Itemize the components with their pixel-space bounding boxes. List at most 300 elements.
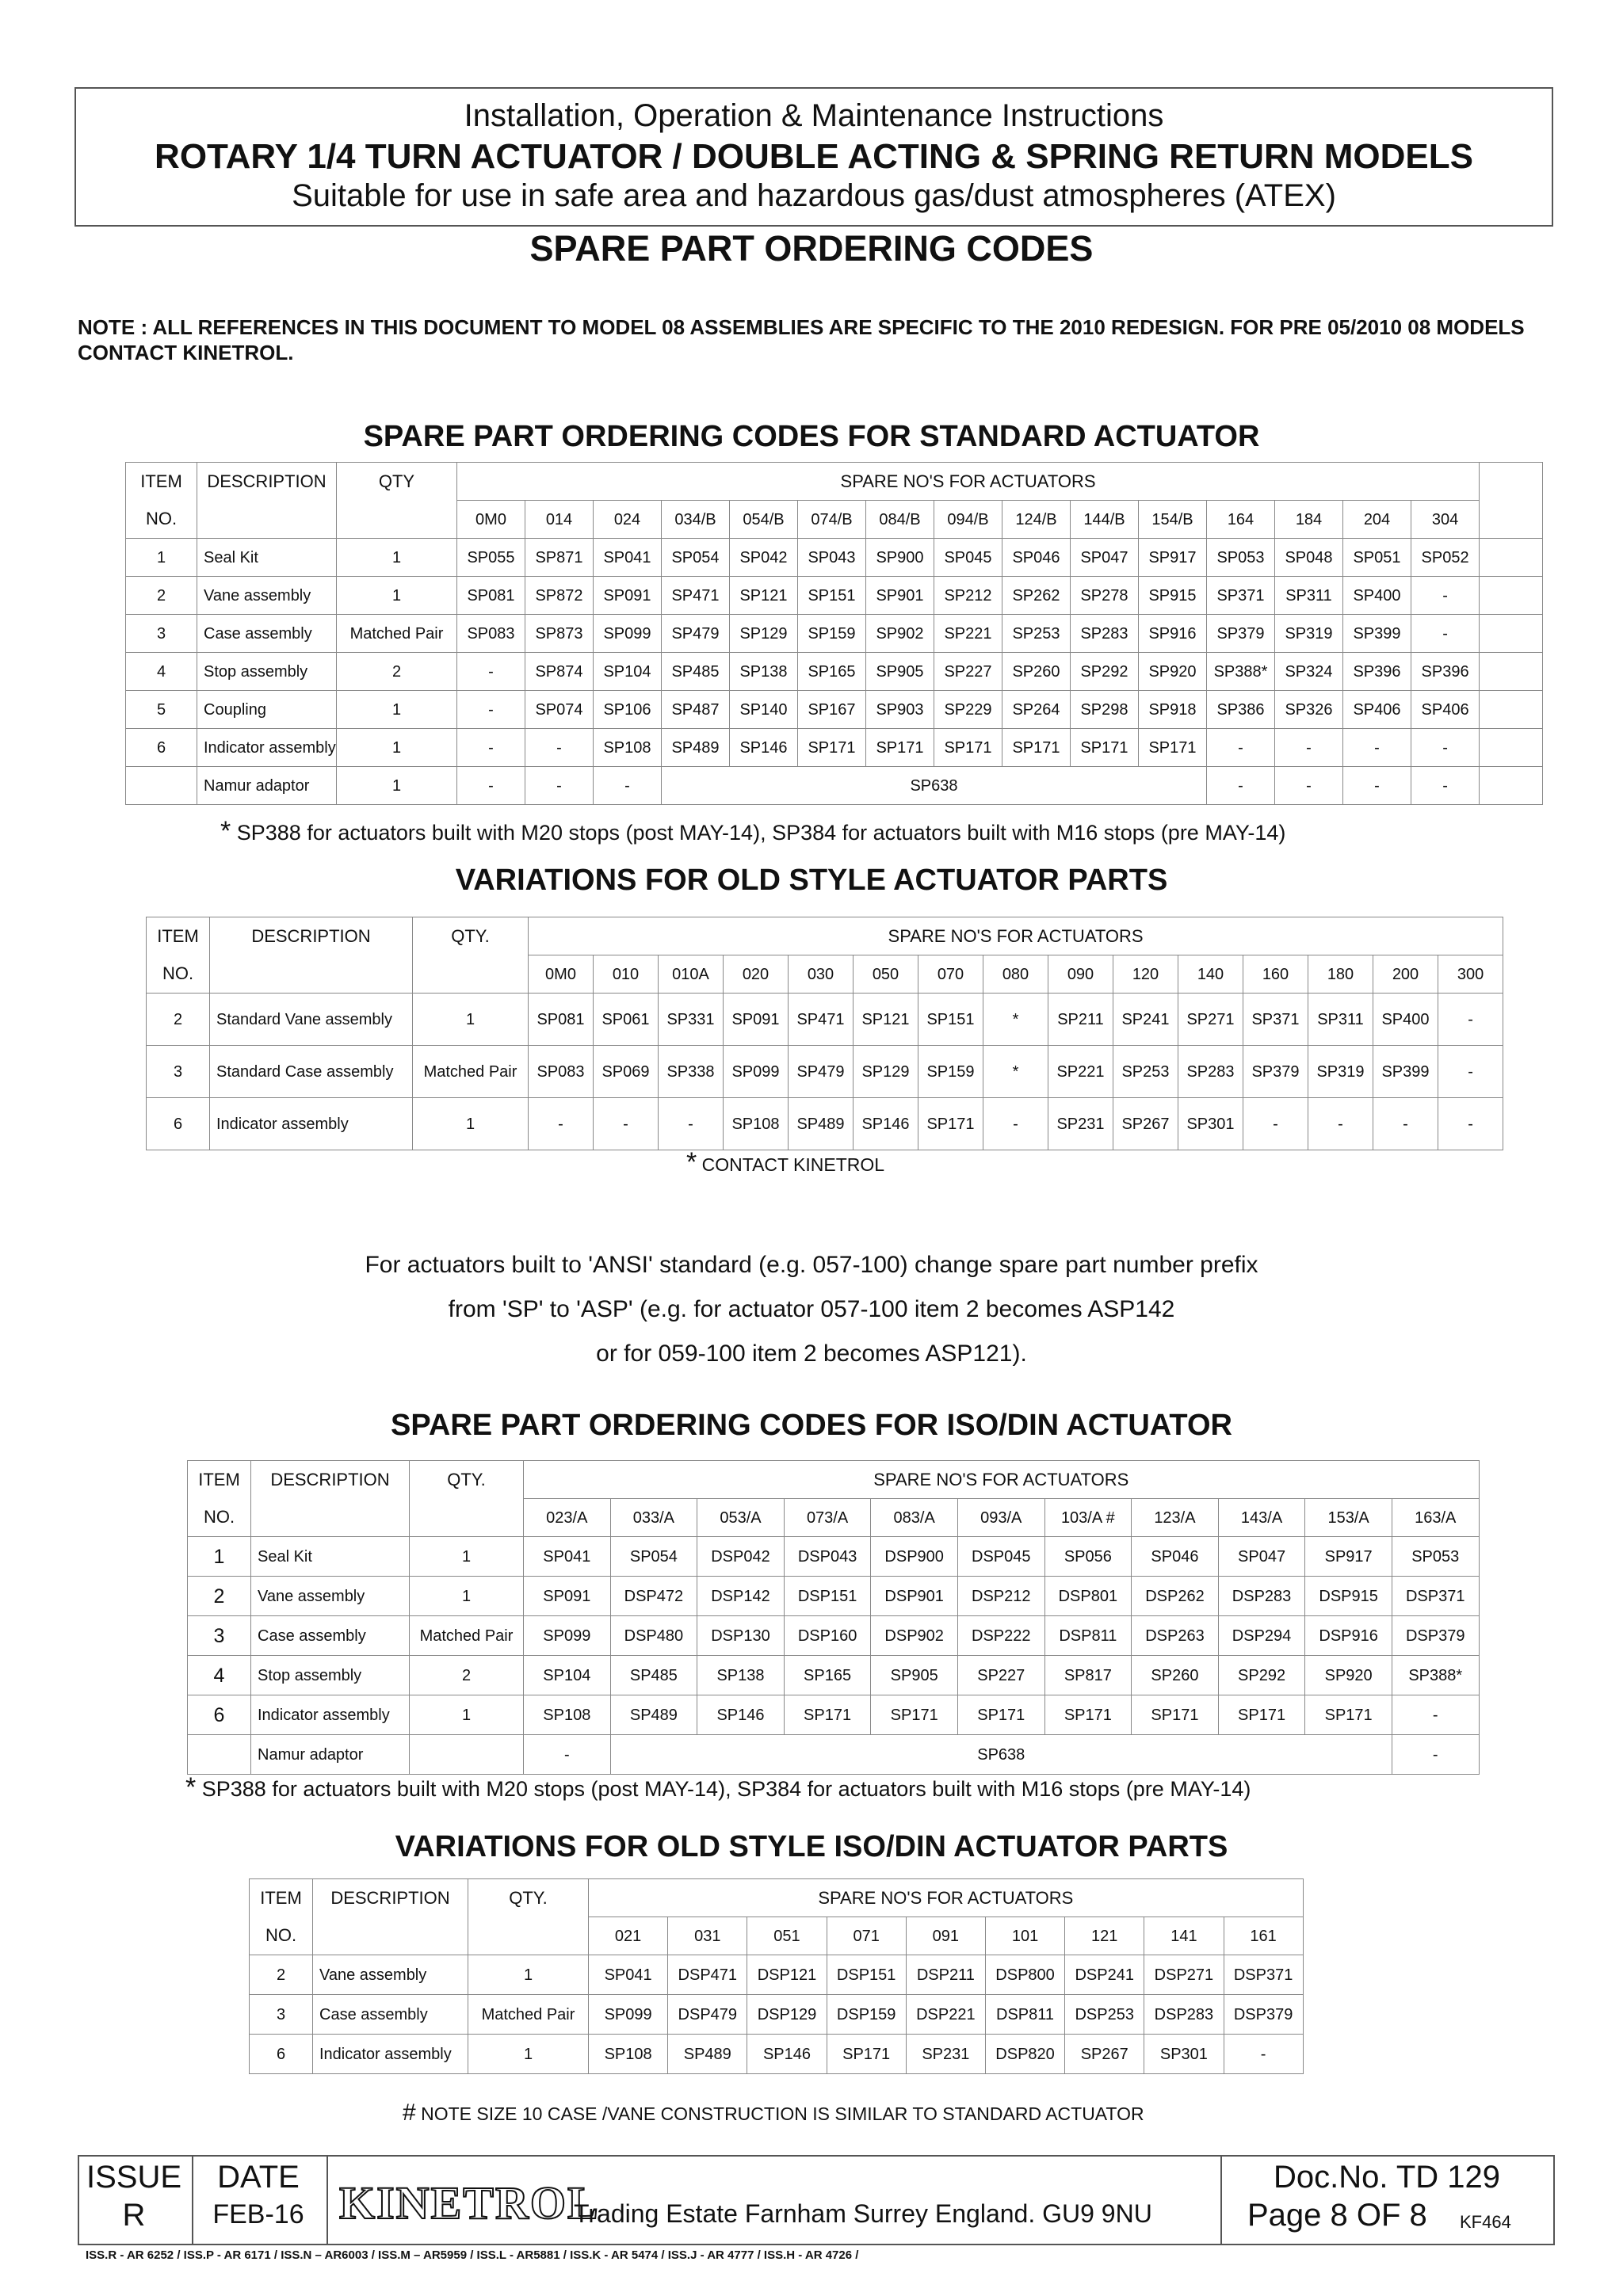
part-number: DSP283 [1144,1995,1224,2035]
model-header: 084/B [866,501,934,539]
part-number: SP638 [662,767,1207,805]
table-row [188,1499,1480,1537]
part-description: Namur adaptor [251,1735,410,1775]
item-number [126,767,197,805]
part-number: SP091 [524,1577,611,1616]
table-row [126,615,1543,653]
page-number: Page 8 OF 8 [1247,2198,1427,2233]
table-cell [413,955,529,994]
table-row [126,539,1543,577]
part-number: DSP263 [1132,1616,1219,1656]
part-number: SP326 [1275,691,1343,729]
part-number: - [457,653,525,691]
part-number: SP271 [1178,994,1243,1046]
part-number: SP379 [1243,1046,1308,1098]
part-number: SP108 [524,1695,611,1735]
part-qty: Matched Pair [410,1616,524,1656]
part-number: DSP221 [906,1995,985,2035]
table-row [250,2035,1304,2074]
model-header: 123/A [1132,1499,1219,1537]
item-number: 3 [126,615,197,653]
model-header: 090 [1048,955,1113,994]
part-number: DSP294 [1218,1616,1305,1656]
part-number: SP489 [789,1098,854,1150]
footnote-text: SP388 for actuators built with M20 stops (post MAY-14), SP384 for actuators built with M16 stops (pre MAY-14) [201,1777,1251,1801]
issue-history: ISS.R - AR 6252 / ISS.P - AR 6171 / ISS.N – AR6003 / ISS.M – AR5959 / ISS.L - AR5881 / ISS.K - AR 5474 / ISS.J - AR 4777 / ISS.H - AR 4726 / [86,2248,859,2262]
part-number: SP231 [906,2035,985,2074]
part-qty: 1 [337,767,457,805]
part-number: - [1392,1735,1479,1775]
part-number: SP052 [1411,539,1480,577]
model-header: 051 [747,1917,827,1955]
part-number: SP146 [854,1098,918,1150]
part-number: SP903 [866,691,934,729]
header-no: NO. [126,501,197,539]
item-number: 6 [188,1695,251,1735]
part-number: SP146 [730,729,798,767]
part-number: SP920 [1305,1656,1392,1695]
part-number: - [525,767,594,805]
part-number: SP311 [1308,994,1373,1046]
part-number: DSP121 [747,1955,827,1995]
part-number: DSP371 [1224,1955,1303,1995]
part-number: SP917 [1305,1537,1392,1577]
header-qty: QTY. [410,1461,524,1499]
item-number: 3 [188,1616,251,1656]
part-number: SP278 [1071,577,1139,615]
part-number: SP471 [662,577,730,615]
part-number: SP053 [1207,539,1275,577]
part-number: SP900 [866,539,934,577]
header-item: ITEM [126,463,197,501]
part-number: SP108 [724,1098,789,1150]
part-number: SP121 [730,577,798,615]
part-description: Seal Kit [251,1537,410,1577]
table-row [188,1537,1480,1577]
model-header: 141 [1144,1917,1224,1955]
part-description: Stop assembly [251,1656,410,1695]
model-header: 094/B [934,501,1002,539]
item-number: 2 [147,994,210,1046]
item-number: 2 [188,1577,251,1616]
part-number: DSP820 [985,2035,1064,2074]
part-number: - [1411,577,1480,615]
part-number: DSP916 [1305,1616,1392,1656]
part-description: Indicator assembly [313,2035,468,2074]
table-row [126,501,1543,539]
table-row [188,1656,1480,1695]
table-row [126,729,1543,767]
model-header: 070 [918,955,983,994]
ansi-line-3: or for 059-100 item 2 becomes ASP121). [596,1341,1027,1367]
part-qty: Matched Pair [413,1046,529,1098]
table-row [250,1955,1304,1995]
part-number: SP046 [1002,539,1071,577]
part-description: Namur adaptor [197,767,337,805]
part-description: Case assembly [313,1995,468,2035]
table2-title: VARIATIONS FOR OLD STYLE ACTUATOR PARTS [455,864,1168,897]
table-row [126,767,1543,805]
header-no: NO. [250,1917,313,1955]
part-number: SP915 [1139,577,1207,615]
table-cell [1480,539,1543,577]
part-number: SP873 [525,615,594,653]
model-header: 031 [668,1917,747,1955]
part-number: - [529,1098,594,1150]
part-number: DSP142 [697,1577,785,1616]
part-number: SP638 [610,1735,1392,1775]
part-number: SP099 [589,1995,668,2035]
model-header: 0M0 [529,955,594,994]
part-number: SP298 [1071,691,1139,729]
model-header: 014 [525,501,594,539]
part-number: SP301 [1144,2035,1224,2074]
part-number: SP874 [525,653,594,691]
part-number: DSP479 [668,1995,747,2035]
table-row [147,955,1503,994]
part-number: SP099 [594,615,662,653]
table-cell [1480,767,1543,805]
part-number: DSP043 [784,1537,871,1577]
part-number: SP902 [866,615,934,653]
part-number: DSP253 [1065,1995,1144,2035]
table-cell [1480,577,1543,615]
part-number: SP081 [529,994,594,1046]
table-cell [197,501,337,539]
part-number: SP106 [594,691,662,729]
model-header: 023/A [524,1499,611,1537]
part-number: SP396 [1343,653,1411,691]
header-item: ITEM [147,917,210,955]
model-header: 161 [1224,1917,1303,1955]
part-number: SP319 [1308,1046,1373,1098]
part-number: SP171 [1132,1695,1219,1735]
part-number: SP171 [957,1695,1044,1735]
ansi-line-1: For actuators built to 'ANSI' standard (e.g. 057-100) change spare part number prefix [365,1252,1258,1278]
model-header: 160 [1243,955,1308,994]
header-subtitle: Installation, Operation & Maintenance Instructions [464,98,1164,133]
part-number: DSP151 [827,1955,906,1995]
table-cell [468,1917,589,1955]
part-number: SP091 [594,577,662,615]
asterisk-mark: * [686,1147,697,1177]
old-style-actuator-table [146,917,1503,1150]
header-description: DESCRIPTION [210,917,413,955]
part-description: Vane assembly [251,1577,410,1616]
part-number: - [1438,994,1503,1046]
hash-mark: # [403,2100,416,2126]
model-header: 180 [1308,955,1373,994]
part-number: SP151 [798,577,866,615]
part-qty: 1 [337,539,457,577]
model-header: 034/B [662,501,730,539]
part-number: SP400 [1373,994,1438,1046]
part-number: SP159 [918,1046,983,1098]
table-row [126,463,1543,501]
part-number: SP331 [659,994,724,1046]
part-description: Indicator assembly [251,1695,410,1735]
part-number: * [983,994,1048,1046]
header-qty: QTY. [413,917,529,955]
part-number: - [594,1098,659,1150]
part-number: SP253 [1113,1046,1178,1098]
part-qty: 1 [413,1098,529,1150]
part-number: SP046 [1132,1537,1219,1577]
part-number: - [983,1098,1048,1150]
table-row [126,653,1543,691]
part-description: Seal Kit [197,539,337,577]
redesign-note: NOTE : ALL REFERENCES IN THIS DOCUMENT TO MODEL 08 ASSEMBLIES ARE SPECIFIC TO THE 2010 REDESIGN. FOR PRE 05/2010 08 MODELS CONTACT KINETROL. [78,315,1525,364]
asterisk-mark: * [220,816,231,846]
part-number: SP099 [724,1046,789,1098]
part-number: SP916 [1139,615,1207,653]
part-number: DSP241 [1065,1955,1144,1995]
part-number: SP227 [957,1656,1044,1695]
part-number: SP055 [457,539,525,577]
part-number: SP918 [1139,691,1207,729]
part-number: - [1308,1098,1373,1150]
old-style-iso-din-table [249,1878,1304,2074]
part-number: SP171 [784,1695,871,1735]
model-header: 093/A [957,1499,1044,1537]
model-header: 021 [589,1917,668,1955]
part-number: SP083 [529,1046,594,1098]
part-qty: 2 [410,1656,524,1695]
part-number: SP399 [1373,1046,1438,1098]
table-row [188,1735,1480,1775]
part-number: SP388* [1392,1656,1479,1695]
table-row [250,1917,1304,1955]
part-number: - [525,729,594,767]
part-qty: 1 [410,1577,524,1616]
part-number: DSP271 [1144,1955,1224,1995]
part-number: SP386 [1207,691,1275,729]
part-number: SP104 [524,1656,611,1695]
part-number: DSP902 [871,1616,958,1656]
issue-value: R [122,2198,146,2233]
contact-note-text: CONTACT KINETROL [701,1154,885,1175]
part-number: SP211 [1048,994,1113,1046]
part-number: SP379 [1207,615,1275,653]
part-description: Case assembly [251,1616,410,1656]
table-row [147,917,1503,955]
part-description: Standard Case assembly [210,1046,413,1098]
part-number: DSP371 [1392,1577,1479,1616]
part-description: Case assembly [197,615,337,653]
item-number: 5 [126,691,197,729]
company-address: Trading Estate Farnham Surrey England. GU9 9NU [574,2199,1152,2228]
item-number: 3 [147,1046,210,1098]
table-row [147,1046,1503,1098]
part-number: DSP129 [747,1995,827,2035]
part-number: - [1438,1046,1503,1098]
part-number: - [1343,729,1411,767]
model-header: 121 [1065,1917,1144,1955]
table-cell [1480,653,1543,691]
part-number: SP056 [1044,1537,1132,1577]
part-number: SP371 [1207,577,1275,615]
model-header: 103/A # [1044,1499,1132,1537]
part-number: SP260 [1132,1656,1219,1695]
part-number: - [1275,729,1343,767]
table-row [250,1995,1304,2035]
size-10-note-text: NOTE SIZE 10 CASE /VANE CONSTRUCTION IS SIMILAR TO STANDARD ACTUATOR [421,2103,1144,2124]
part-qty: 1 [337,729,457,767]
part-number: SP901 [866,577,934,615]
part-number: SP041 [594,539,662,577]
part-number: DSP262 [1132,1577,1219,1616]
part-number: SP171 [798,729,866,767]
part-number: SP267 [1065,2035,1144,2074]
part-qty: 1 [337,691,457,729]
model-header: 144/B [1071,501,1139,539]
part-number: SP283 [1071,615,1139,653]
model-header: 120 [1113,955,1178,994]
part-number: - [1438,1098,1503,1150]
part-number: SP292 [1218,1656,1305,1695]
part-qty: 2 [337,653,457,691]
header-title: ROTARY 1/4 TURN ACTUATOR / DOUBLE ACTING & SPRING RETURN MODELS [155,137,1473,176]
part-qty: 1 [413,994,529,1046]
table-row [188,1577,1480,1616]
header-description: DESCRIPTION [197,463,337,501]
part-number: SP146 [747,2035,827,2074]
model-header: 050 [854,955,918,994]
part-number: SP054 [662,539,730,577]
part-number: - [1275,767,1343,805]
model-header: 010A [659,955,724,994]
part-number: SP260 [1002,653,1071,691]
issue-label: ISSUE [86,2160,182,2195]
part-number: SP041 [524,1537,611,1577]
part-number: SP171 [1071,729,1139,767]
part-number: DSP042 [697,1537,785,1577]
part-number: - [1224,2035,1303,2074]
header-item: ITEM [250,1879,313,1917]
header-spare-numbers: SPARE NO'S FOR ACTUATORS [457,463,1480,501]
table-row [147,1098,1503,1150]
model-header: 153/A [1305,1499,1392,1537]
table-cell [1480,729,1543,767]
model-header: 083/A [871,1499,958,1537]
table-cell [1480,615,1543,653]
model-header: 140 [1178,955,1243,994]
part-qty: 1 [410,1537,524,1577]
part-number: DSP212 [957,1577,1044,1616]
part-description: Vane assembly [313,1955,468,1995]
standard-actuator-table [125,462,1543,805]
model-header: 124/B [1002,501,1071,539]
part-number: - [659,1098,724,1150]
part-number: DSP471 [668,1955,747,1995]
table-row [188,1616,1480,1656]
part-number: SP069 [594,1046,659,1098]
table-cell [1480,501,1543,539]
header-item: ITEM [188,1461,251,1499]
table-cell [210,955,413,994]
model-header: 184 [1275,501,1343,539]
part-number: DSP801 [1044,1577,1132,1616]
model-header: 300 [1438,955,1503,994]
ansi-line-2: from 'SP' to 'ASP' (e.g. for actuator 057-100 item 2 becomes ASP142 [448,1296,1175,1322]
part-number: SP099 [524,1616,611,1656]
part-number: SP061 [594,994,659,1046]
kinetrol-logo: KINETROL [339,2177,600,2229]
part-number: - [457,767,525,805]
table4-title: VARIATIONS FOR OLD STYLE ISO/DIN ACTUATOR PARTS [395,1830,1228,1863]
date-label: DATE [217,2160,300,2195]
footnote-sp388-iso [185,1772,1251,1803]
part-number: SP171 [1218,1695,1305,1735]
part-number: SP871 [525,539,594,577]
part-number: SP267 [1113,1098,1178,1150]
part-number: SP048 [1275,539,1343,577]
item-number: 4 [126,653,197,691]
part-number: SP171 [918,1098,983,1150]
part-number: SP817 [1044,1656,1132,1695]
part-number: SP171 [1044,1695,1132,1735]
model-header: 020 [724,955,789,994]
part-number: SP229 [934,691,1002,729]
item-number: 6 [147,1098,210,1150]
part-number: SP301 [1178,1098,1243,1150]
part-number: SP231 [1048,1098,1113,1150]
part-description: Coupling [197,691,337,729]
model-header: 164 [1207,501,1275,539]
part-number: DSP045 [957,1537,1044,1577]
part-number: DSP901 [871,1577,958,1616]
model-header: 154/B [1139,501,1207,539]
asterisk-mark: * [185,1772,197,1802]
part-number: SP165 [784,1656,871,1695]
table-cell [410,1735,524,1775]
part-number: SP043 [798,539,866,577]
part-number: SP399 [1343,615,1411,653]
model-header: 143/A [1218,1499,1305,1537]
part-number: DSP160 [784,1616,871,1656]
part-number: DSP211 [906,1955,985,1995]
model-header: 054/B [730,501,798,539]
item-number: 1 [188,1537,251,1577]
part-number: SP171 [1002,729,1071,767]
header-scope: Suitable for use in safe area and hazardous gas/dust atmospheres (ATEX) [292,178,1336,213]
table-cell [313,1917,468,1955]
part-number: SP324 [1275,653,1343,691]
table-cell [410,1499,524,1537]
page-title: SPARE PART ORDERING CODES [529,228,1094,269]
part-description: Stop assembly [197,653,337,691]
model-header: 074/B [798,501,866,539]
part-number: - [1207,729,1275,767]
header-spare-numbers: SPARE NO'S FOR ACTUATORS [589,1879,1304,1917]
part-number: DSP811 [1044,1616,1132,1656]
part-number: SP371 [1243,994,1308,1046]
part-number: - [524,1735,611,1775]
part-number: SP159 [798,615,866,653]
part-number: SP108 [589,2035,668,2074]
model-header: 304 [1411,501,1480,539]
model-header: 033/A [610,1499,697,1537]
part-number: - [594,767,662,805]
header-description: DESCRIPTION [313,1879,468,1917]
part-number: DSP800 [985,1955,1064,1995]
part-number: SP479 [789,1046,854,1098]
part-number: SP121 [854,994,918,1046]
part-number: SP292 [1071,653,1139,691]
part-number: DSP159 [827,1995,906,2035]
part-number: SP171 [871,1695,958,1735]
part-number: SP171 [1305,1695,1392,1735]
